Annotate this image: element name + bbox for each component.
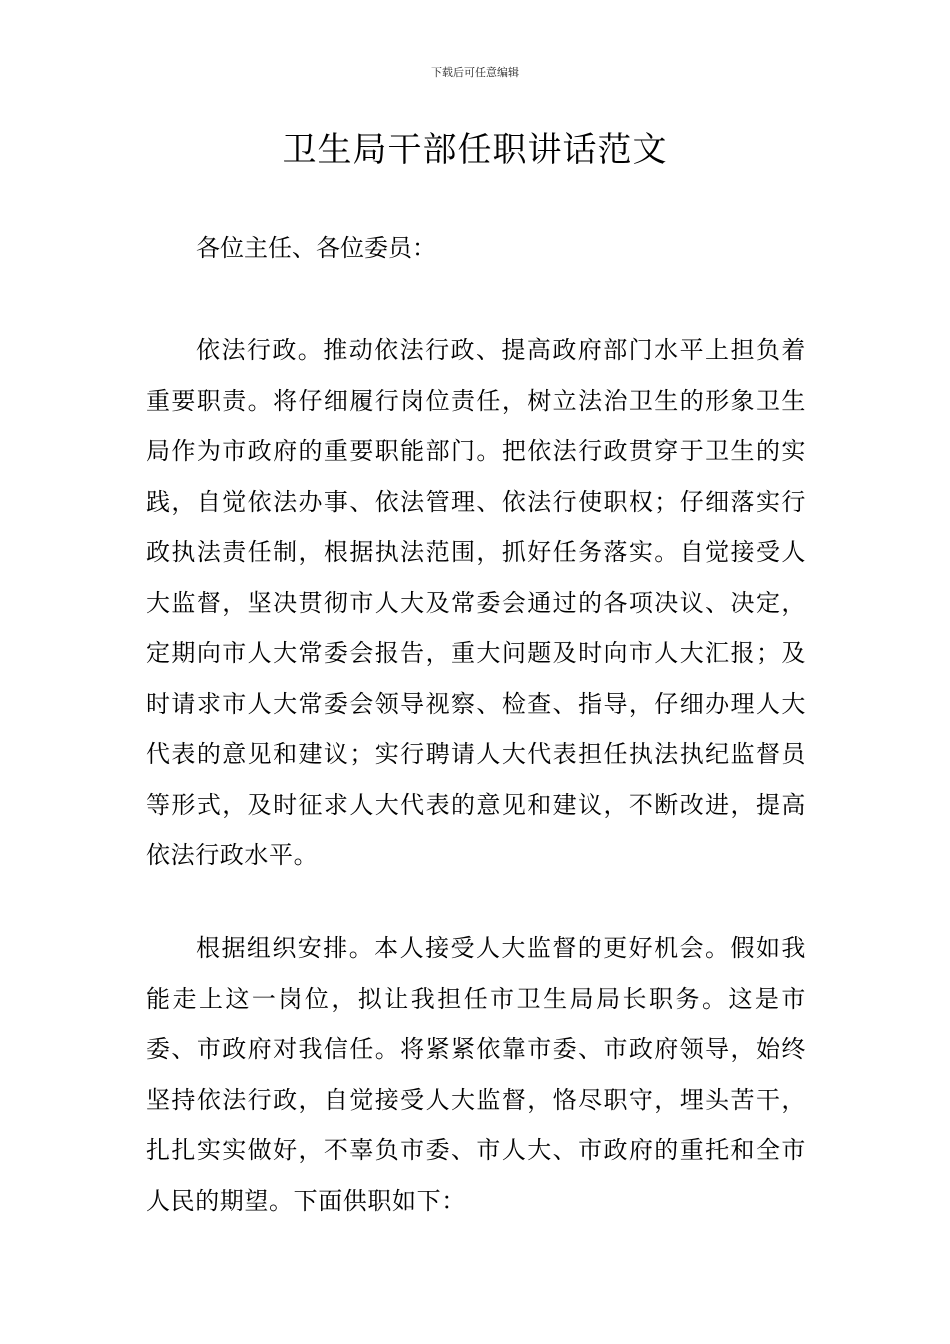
- header-note: 下载后可任意编辑: [431, 66, 519, 79]
- document-title: 卫生局干部任职讲话范文: [282, 130, 668, 170]
- paragraph-1: 依法行政。推动依法行政、提高政府部门水平上担负着重要职责。将仔细履行岗位责任，树立法治卫生的形象卫生局作为市政府的重要职能部门。把依法行政贯穿于卫生的实践，自觉依法办事、依法管理、依法行使职权；仔细落实行政执法责任制，根据执法范围，抓好任务落实。自觉接受人大监督，坚决贯彻市人大及常委会通过的各项决议、决定，定期向市人大常委会报告，重大问题及时向市人大汇报；及时请求市人大常委会领导视察、检查、指导，仔细办理人大代表的意见和建议；实行聘请人大代表担任执法执纪监督员等形式，及时征求人大代表的意见和建议，不断改进，提高依法行政水平。: [146, 336, 806, 869]
- salutation: 各位主任、各位委员：: [196, 234, 436, 262]
- paragraph-2: 根据组织安排。本人接受人大监督的更好机会。假如我能走上这一岗位，拟让我担任市卫生局局长职务。这是市委、市政府对我信任。将紧紧依靠市委、市政府领导，始终坚持依法行政，自觉接受人大监督，恪尽职守，埋头苦干，扎扎实实做好，不辜负市委、市人大、市政府的重托和全市人民的期望。下面供职如下：: [146, 934, 806, 1215]
